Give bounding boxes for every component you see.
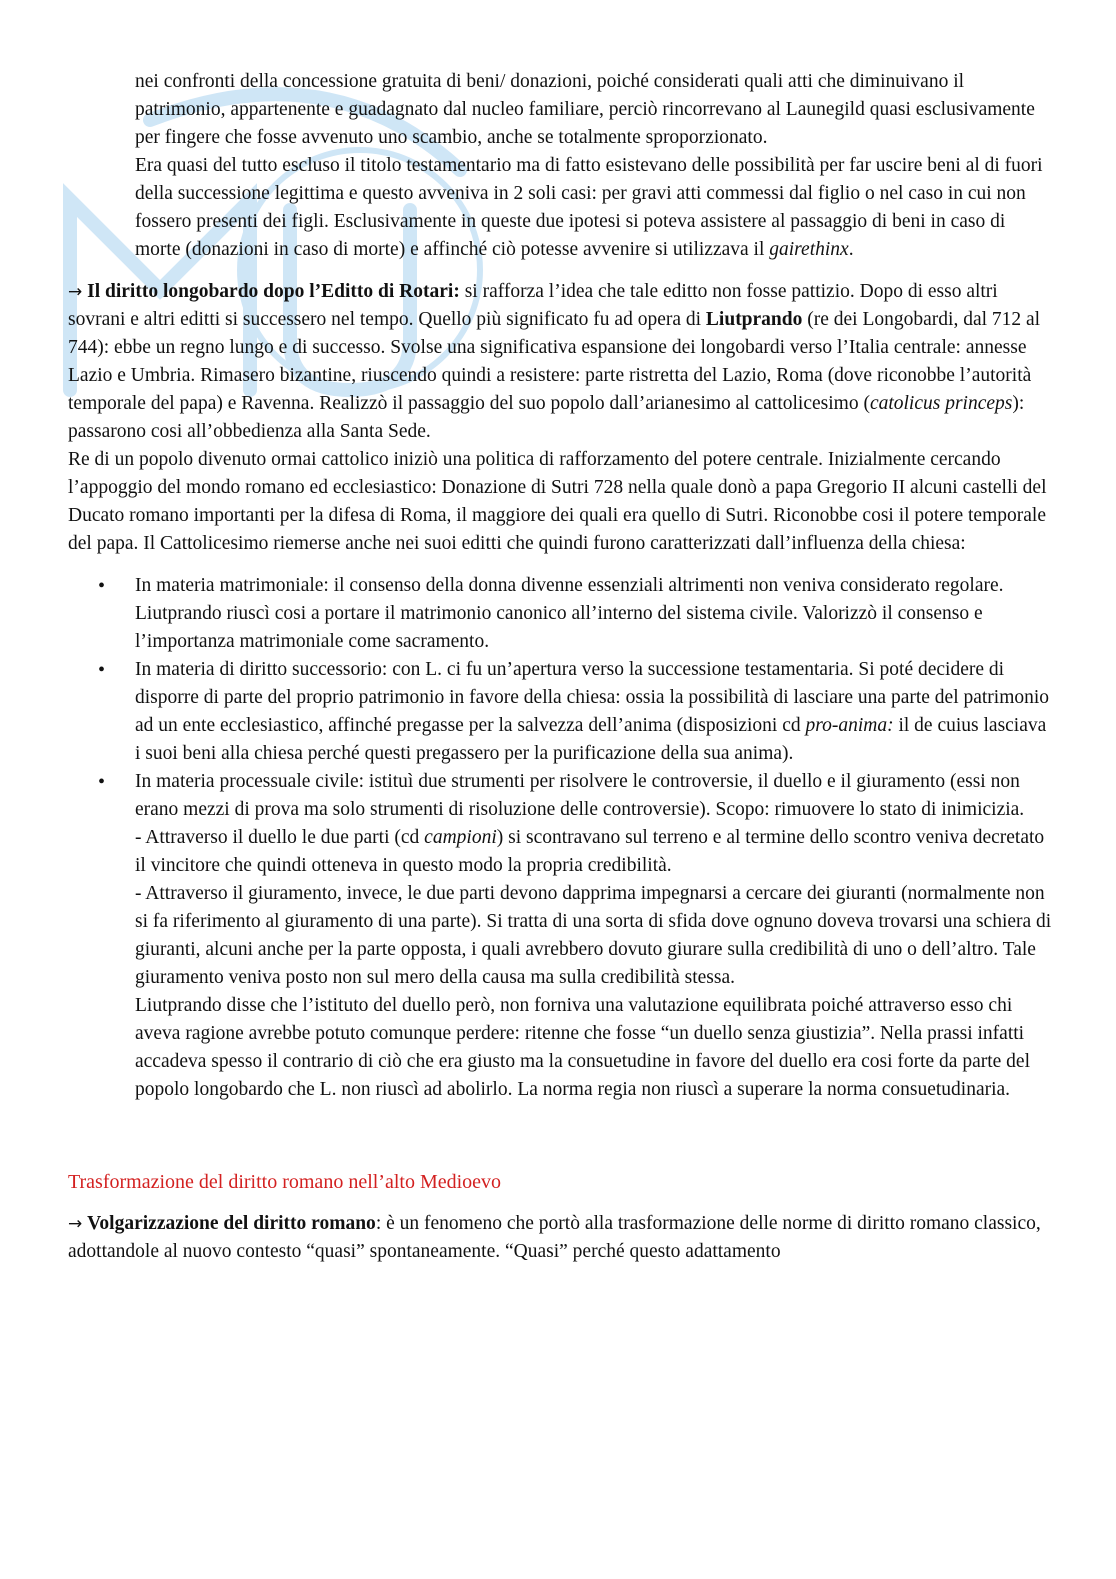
- bullet-icon: •: [98, 659, 106, 681]
- list-item-paragraph: - Attraverso il duello le due parti (cd campioni) si scontravano sul terreno e al termine dello scontro veniva decretato il vincitore che quindi otteneva in questo modo la propria credibilità.: [135, 827, 1045, 876]
- section-longobard-law-paragraph-2: Re di un popolo divenuto ormai cattolico iniziò una politica di rafforzamento del potere centrale. Inizialmente cercando l’appoggio del mondo romano ed ecclesiastico: Donazione di Sutri 728 nella quale donò a papa Gregorio II alcuni castelli del Ducato romano importanti per la difesa di Roma, il maggiore dei quali era quello di Sutri. Riconobbe cosi il potere temporale del papa. Il Cattolicesimo riemerse anche nei suoi editti che quindi furono caratterizzati dall’influenza della chiesa:: [68, 449, 1047, 554]
- section-longobard-law: → Il diritto longobardo dopo l’Editto di Rotari: si rafforza l’idea che tale editto non fosse pattizio. Dopo di esso altri sovrani e altri editti si successero nel tempo. Quello più significato fu ad opera di Liutprando (re dei Longobardi, dal 712 al 744): ebbe un regno lungo e di successo. Svolse una significativa espansione dei longobardi verso l’Italia centrale: annesse Lazio e Umbria. Rimasero bizantine, riuscendo quindi a resistere: parte ristretta del Lazio, Roma (dove riconobbe l’autorità temporale del papa) e Ravenna. Realizzò il passaggio del suo popolo dall’arianesimo al cattolicesimo (catolicus princeps): passarono cosi all’obbedienza alla Santa Sede.: [68, 281, 1041, 442]
- intro-paragraph-1: nei confronti della concessione gratuita di beni/ donazioni, poiché considerati quali atti che diminuivano il patrimonio, appartenente e guadagnato dal nucleo familiare, perciò rincorrevano al Launegild quasi esclusivamente per fingere che fosse avvenuto uno scambio, anche se totalmente sproporzionato.: [135, 71, 1035, 148]
- bullet-icon: •: [98, 771, 106, 793]
- list-item: • In materia di diritto successorio: con L. ci fu un’apertura verso la successione testamentaria. Si poté decidere di disporre di parte del proprio patrimonio in favore della chiesa: ossia la possibilità di lasciare una parte del patrimonio ad un ente ecclesiastico, affinché pregasse per la salvezza dell’anima (disposizioni cd pro-anima: il de cuius lasciava i suoi beni alla chiesa perché questi pregassero per la purificazione della sua anima).: [68, 656, 1053, 768]
- list-item: [68, 768, 1053, 1104]
- term-campioni: campioni: [424, 827, 497, 848]
- term-pro-anima: pro-anima:: [805, 715, 894, 736]
- list-item-paragraph: Liutprando disse che l’istituto del duello però, non forniva una valutazione equilibrata poiché attraverso esso chi aveva ragione avrebbe potuto comunque perdere: ritenne che fosse “un duello senza giustizia”. Nella prassi infatti accadeva spesso il contrario di ciò che era giusto ma la consuetudine in favore del duello era cosi forte da parte del popolo longobardo che L. non riuscì ad abolirlo. La norma regia non riuscì a superare la norma consuetudinaria.: [135, 995, 1031, 1100]
- list-item-paragraph: In materia processuale civile: istituì due strumenti per risolvere le controversie, il duello e il giuramento (essi non erano mezzi di prova ma solo strumenti di risoluzione delle controversie). Scopo: rimuovere lo stato di inimicizia.: [135, 771, 1025, 820]
- section-volgarizzazione: → Volgarizzazione del diritto romano: è un fenomeno che portò alla trasformazione delle norme di diritto romano classico, adottandole al nuovo contesto “quasi” spontaneamente. “Quasi” perché questo adattamento: [68, 1213, 1041, 1262]
- bullet-icon: •: [98, 575, 106, 597]
- list-item: • In materia matrimoniale: il consenso della donna divenne essenziali altrimenti non veniva considerato regolare. Liutprando riuscì cosi a portare il matrimonio canonico all’interno del sistema civile. Valorizzò il consenso e l’importanza matrimoniale come sacramento.: [68, 572, 1053, 656]
- intro-paragraph-2: Era quasi del tutto escluso il titolo testamentario ma di fatto esistevano delle possibilità per far uscire beni al di fuori della successione legittima e questo avveniva in 2 soli casi: per gravi atti commessi dal figlio o nel caso in cui non fossero presenti dei figli. Esclusivamente in queste due ipotesi si poteva assistere al passaggio di beni in caso di morte (donazioni in caso di morte) e affinché ciò potesse avvenire si utilizzava il gairethinx.: [135, 155, 1043, 260]
- arrow-icon: →: [68, 1214, 83, 1234]
- latin-term: catolicus princeps: [869, 393, 1013, 414]
- list-item-paragraph: - Attraverso il giuramento, invece, le due parti devono dapprima impegnarsi a cercare dei giuranti (normalmente non si fa riferimento al giuramento di una parte). Si tratta di una sorta di sfida dove ognuno doveva trovarsi una schiera di giuranti, alcuni anche per la parte opposta, i quali avrebbero dovuto giurare sulla credibilità di uno o dell’altro. Tale giuramento veniva posto non sul mero della causa ma sulla credibilità stessa.: [135, 883, 1052, 988]
- section-title: Volgarizzazione del diritto romano: [87, 1213, 376, 1234]
- edict-topics-list: [68, 572, 1053, 1104]
- arrow-icon: →: [68, 282, 83, 302]
- document-page: [68, 68, 1053, 1266]
- section-heading: Trasformazione del diritto romano nell’alto Medioevo: [68, 1171, 502, 1193]
- term-gairethinx: gairethinx: [769, 239, 849, 260]
- section-title: Il diritto longobardo dopo l’Editto di Rotari:: [87, 281, 460, 302]
- name-liutprando: Liutprando: [705, 309, 803, 330]
